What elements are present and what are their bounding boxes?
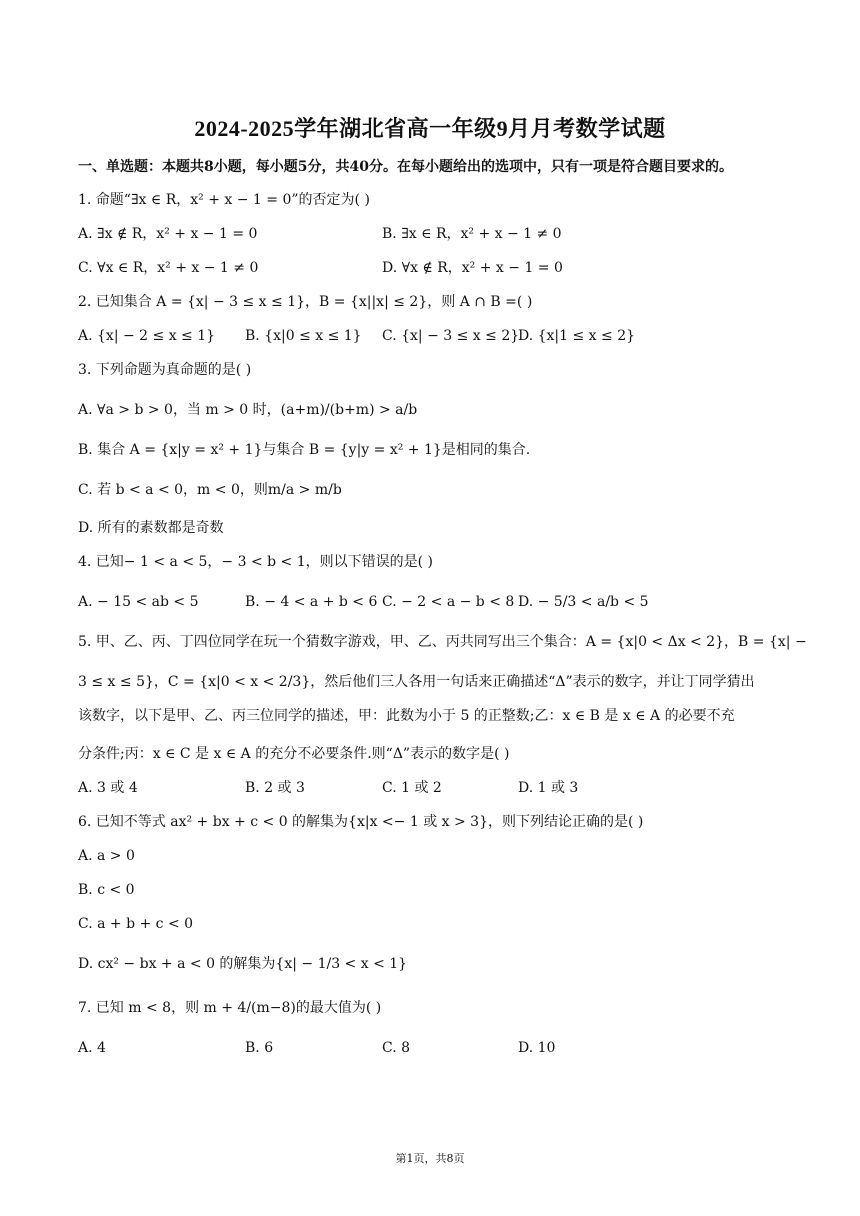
q6-option-b: B. c < 0 xyxy=(78,882,135,898)
q4-option-d: D. − 5/3 < a/b < 5 xyxy=(518,594,649,610)
q4-option-a: A. − 15 < ab < 5 xyxy=(78,594,199,610)
page-footer: 第1页，共8页 xyxy=(395,1152,465,1165)
q3-option-c: C. 若 b < a < 0，m < 0，则m/a > m/b xyxy=(78,482,342,498)
q5-line-4: 分条件;丙：x ∈ C 是 x ∈ A 的充分不必要条件.则“Δ”表示的数字是( ) xyxy=(78,746,510,762)
q3-option-d: D. 所有的素数都是奇数 xyxy=(78,520,224,536)
q7-option-c: C. 8 xyxy=(382,1040,411,1056)
q5-line-3: 该数字，以下是甲、乙、丙三位同学的描述，甲：此数为小于 5 的正整数;乙：x ∈ B 是 x ∈ A 的必要不充 xyxy=(78,708,735,724)
q5-option-a: A. 3 或 4 xyxy=(78,780,138,796)
q1-stem: 1. 命题“∃x ∈ R，x² + x − 1 = 0”的否定为( ) xyxy=(78,192,370,208)
q3-option-a: A. ∀a > b > 0，当 m > 0 时，(a+m)/(b+m) > a/b xyxy=(78,402,418,418)
q5-option-d: D. 1 或 3 xyxy=(518,780,579,796)
page-title: 2024-2025学年湖北省高一年级9月月考数学试题 xyxy=(194,116,666,141)
q3-stem: 3. 下列命题为真命题的是( ) xyxy=(78,362,252,378)
q6-option-a: A. a > 0 xyxy=(78,848,135,864)
q1-option-d: D. ∀x ∉ R，x² + x − 1 = 0 xyxy=(382,260,563,276)
q1-option-c: C. ∀x ∈ R，x² + x − 1 ≠ 0 xyxy=(78,260,259,276)
q7-option-d: D. 10 xyxy=(518,1040,556,1056)
q3-option-b: B. 集合 A = {x|y = x² + 1}与集合 B = {y|y = x² + 1}是相同的集合. xyxy=(78,442,531,458)
q7-option-b: B. 6 xyxy=(245,1040,274,1056)
q4-stem: 4. 已知− 1 < a < 5，− 3 < b < 1，则以下错误的是( ) xyxy=(78,554,434,570)
q5-line-1: 5. 甲、乙、丙、丁四位同学在玩一个猜数字游戏，甲、乙、丙共同写出三个集合：A = {x|0 < Δx < 2}，B = {x| − xyxy=(78,634,807,650)
q5-option-c: C. 1 或 2 xyxy=(382,780,442,796)
q2-option-b: B. {x|0 ≤ x ≤ 1} xyxy=(245,328,362,344)
q5-line-2: 3 ≤ x ≤ 5}，C = {x|0 < x < 2/3}，然后他们三人各用一句话来正确描述“Δ”表示的数字，并让丁同学猜出 xyxy=(78,674,755,690)
q4-option-c: C. − 2 < a − b < 8 xyxy=(382,594,515,610)
q2-stem: 2. 已知集合 A = {x| − 3 ≤ x ≤ 1}，B = {x||x| ≤ 2}，则 A ∩ B =( ) xyxy=(78,294,533,310)
q7-option-a: A. 4 xyxy=(78,1040,106,1056)
q1-option-a: A. ∃x ∉ R，x² + x − 1 = 0 xyxy=(78,226,258,242)
q2-option-d: D. {x|1 ≤ x ≤ 2} xyxy=(518,328,636,344)
q4-option-b: B. − 4 < a + b < 6 xyxy=(245,594,378,610)
q6-option-c: C. a + b + c < 0 xyxy=(78,916,194,932)
section-heading: 一、单选题：本题共8小题，每小题5分，共40分。在每小题给出的选项中，只有一项是符合题目要求的。 xyxy=(78,159,733,175)
q6-stem: 6. 已知不等式 ax² + bx + c < 0 的解集为{x|x <− 1 或 x > 3}，则下列结论正确的是( ) xyxy=(78,814,644,830)
q2-option-c: C. {x| − 3 ≤ x ≤ 2} xyxy=(382,328,520,344)
q1-option-b: B. ∃x ∈ R，x² + x − 1 ≠ 0 xyxy=(382,226,562,242)
q5-option-b: B. 2 或 3 xyxy=(245,780,305,796)
q2-option-a: A. {x| − 2 ≤ x ≤ 1} xyxy=(78,328,216,344)
q6-option-d: D. cx² − bx + a < 0 的解集为{x| − 1/3 < x < 1} xyxy=(78,956,408,972)
q7-stem: 7. 已知 m < 8，则 m + 4/(m−8)的最大值为( ) xyxy=(78,1000,382,1016)
